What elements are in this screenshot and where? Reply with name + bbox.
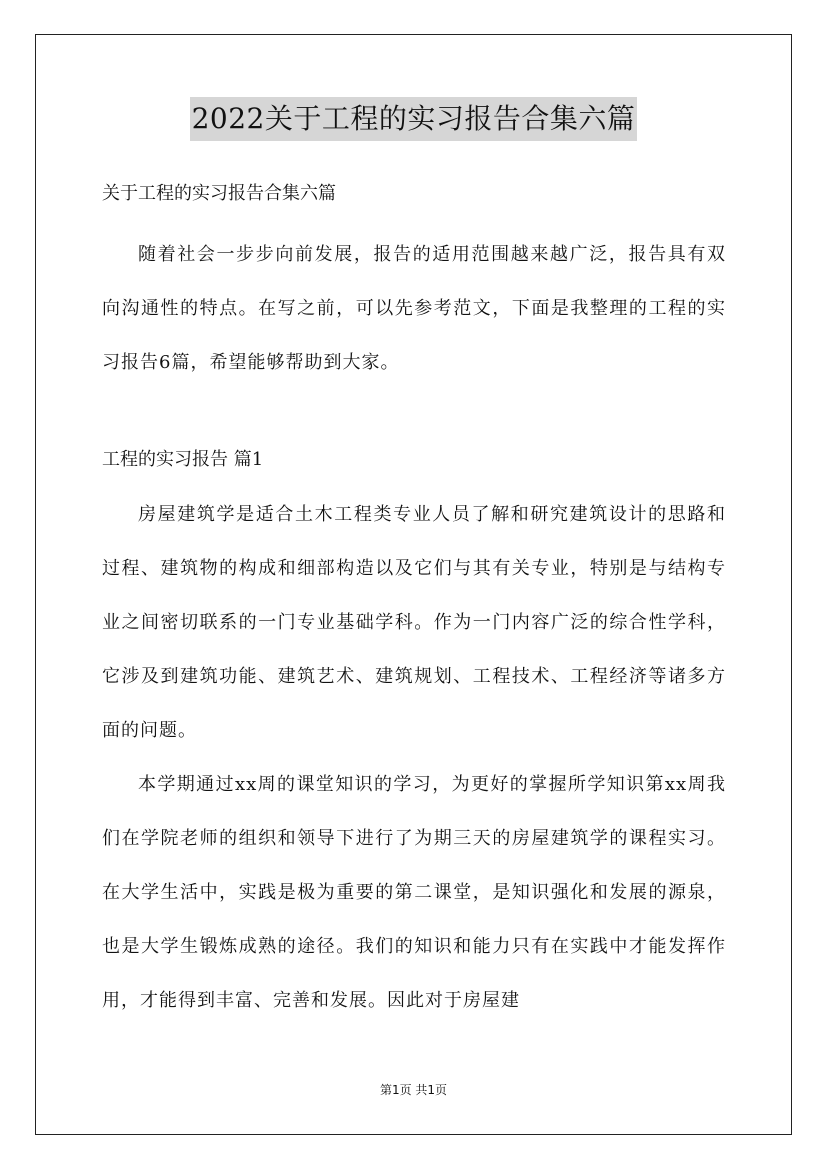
section-heading: 工程的实习报告 篇1 xyxy=(102,449,264,470)
document-body xyxy=(102,174,726,1028)
title-container xyxy=(0,97,827,141)
page-number: 第1页 共1页 xyxy=(379,1083,448,1097)
page-footer xyxy=(0,1081,827,1099)
body-paragraph: 房屋建筑学是适合土木工程类专业人员了解和研究建筑设计的思路和过程、建筑物的构成和细部构造以及它们与其有关专业，特别是与结构专业之间密切联系的一门专业基础学科。作为一门内容广泛的综合性学科，它涉及到建筑功能、建筑艺术、建筑规划、工程技术、工程经济等诸多方面的问题。 xyxy=(102,504,726,741)
document-subtitle: 关于工程的实习报告合集六篇 xyxy=(102,183,336,204)
body-paragraph: 本学期通过xx周的课堂知识的学习，为更好的掌握所学知识第xx周我们在学院老师的组织和领导下进行了为期三天的房屋建筑学的课程实习。在大学生活中，实践是极为重要的第二课堂，是知识强化和发展的源泉，也是大学生锻炼成熟的途径。我们的知识和能力只有在实践中才能发挥作用，才能得到丰富、完善和发展。因此对于房屋建 xyxy=(102,774,726,1011)
intro-paragraph: 随着社会一步步向前发展，报告的适用范围越来越广泛，报告具有双向沟通性的特点。在写之前，可以先参考范文，下面是我整理的工程的实习报告6篇，希望能够帮助到大家。 xyxy=(102,244,726,373)
document-title: 2022关于工程的实习报告合集六篇 xyxy=(190,97,638,141)
